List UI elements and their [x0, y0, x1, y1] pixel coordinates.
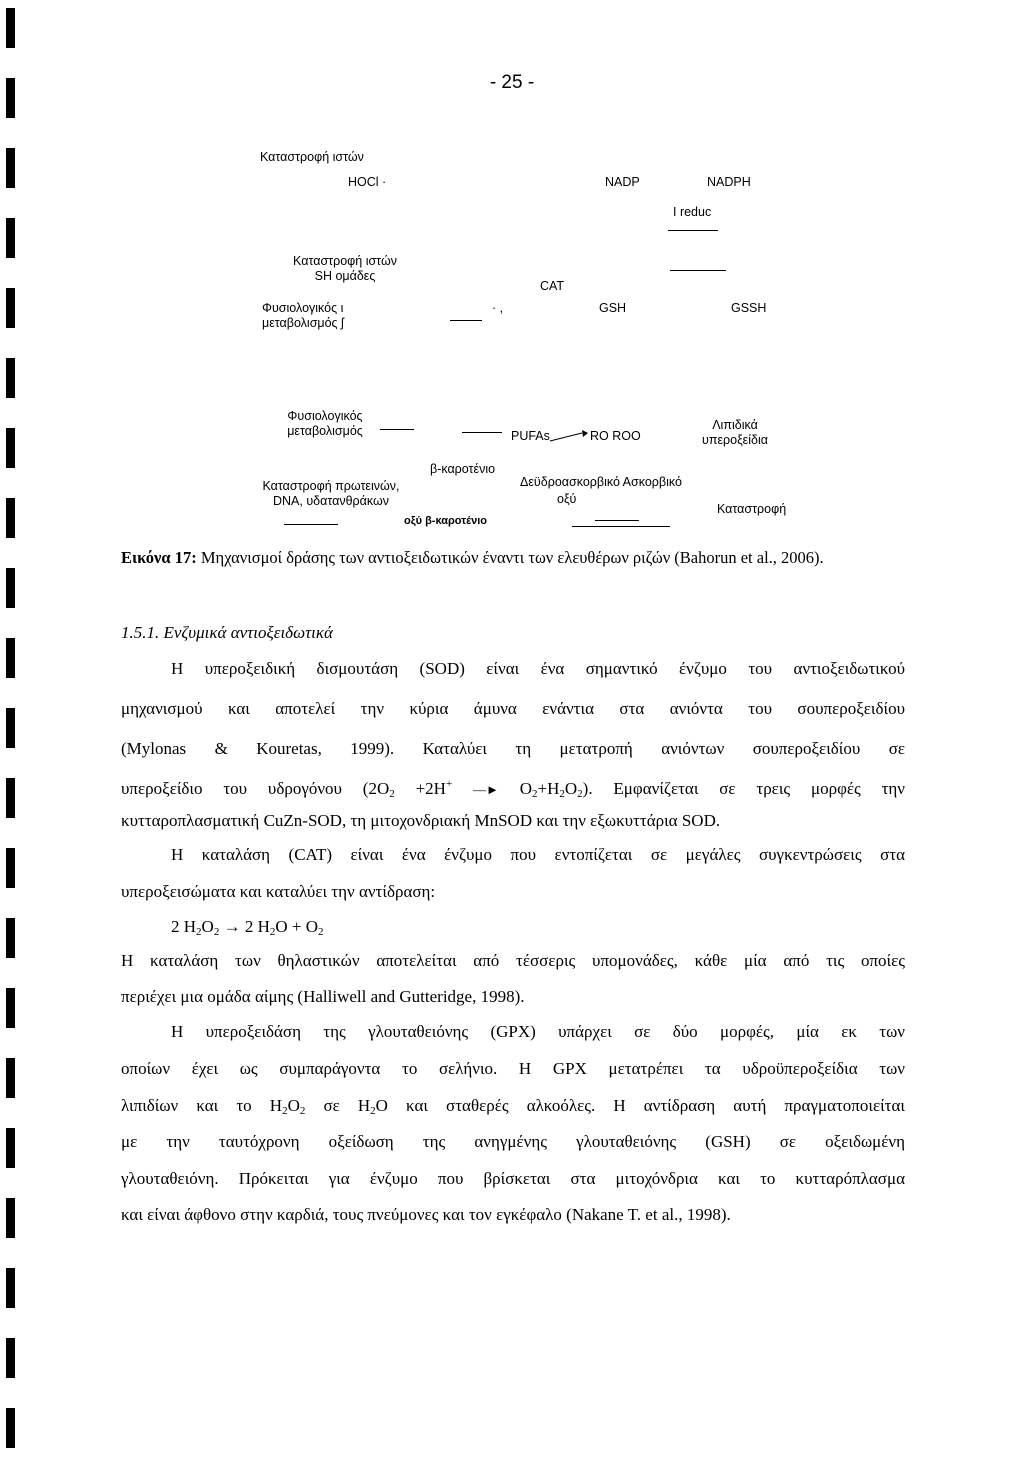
label-acid: οξύ: [557, 492, 577, 506]
label-nadph: NADPH: [707, 175, 751, 189]
diagram-line: [462, 432, 502, 433]
text: σε H: [305, 1096, 371, 1115]
label-physio-metab-1a: Φυσιολογικός ι: [262, 301, 344, 315]
caption-label: Εικόνα 17:: [121, 548, 197, 567]
scan-mark: [6, 638, 15, 678]
paragraph-line: Η υπεροξειδική δισμουτάση (SOD) είναι ένα σημαντικό ένζυμο του αντιοξειδωτικού: [171, 659, 905, 678]
text: O: [287, 1096, 300, 1115]
paragraph-line: (Mylonas & Kouretas, 1999). Καταλύει τη μετατροπή ανιόντων σουπεροξειδίου σε: [121, 739, 905, 758]
paragraph-line: μηχανισμού και αποτελεί την κύρια άμυνα ενάντια στα ανιόντα του σουπεροξειδίου: [121, 699, 905, 718]
text: O: [201, 917, 214, 936]
label-sh-groups: SH ομάδες: [314, 269, 376, 283]
paragraph-line: Η καταλάση (CAT) είναι ένα ένζυμο που εντοπίζεται σε μεγάλες συγκεντρώσεις στα: [171, 845, 905, 864]
label-damage-right: Καταστροφή: [717, 502, 787, 516]
scan-mark: [6, 358, 15, 398]
scan-mark: [6, 1408, 15, 1448]
figure-caption: [121, 546, 901, 569]
subscript: 2: [318, 926, 324, 938]
paragraph-line-formula: [121, 1096, 905, 1116]
paragraph-line: και είναι άφθονο στην καρδιά, τους πνεύμονες και τον εγκέφαλο (Nakane T. et al., 1998).: [121, 1205, 731, 1224]
text: O και σταθερές αλκοόλες. Η αντίδραση αυτή πραγματοποιείται: [375, 1096, 905, 1115]
arrow-icon: —►: [473, 782, 499, 797]
caption-text: Μηχανισμοί δράσης των αντιοξειδωτικών έναντι των ελευθέρων ριζών (Bahorun et al., 2006).: [196, 548, 824, 567]
subscript: 2: [577, 788, 583, 800]
subscript: 2: [370, 1105, 376, 1117]
text: +2H: [394, 779, 446, 798]
diagram-line: [668, 230, 718, 231]
section-title: 1.5.1. Ενζυμικά αντιοξειδωτικά: [121, 623, 333, 642]
scan-mark: [6, 498, 15, 538]
scan-mark: [6, 918, 15, 958]
diagram-line: [595, 520, 639, 521]
label-slash: · ,: [492, 301, 504, 315]
label-nadp: NADP: [605, 175, 640, 189]
text: 2 H: [171, 917, 197, 936]
text: → 2 H: [219, 917, 270, 936]
paragraph-line: γλουταθειόνη. Πρόκειται για ένζυμο που βρίσκεται στα μιτοχόνδρια και το κυτταρόπλασμα: [121, 1169, 905, 1188]
paragraph-line: Η υπεροξειδάση της γλουταθειόνης (GPX) υπάρχει σε δύο μορφές, μία εκ των: [171, 1022, 905, 1041]
text: O: [519, 779, 533, 798]
subscript: 2: [282, 1105, 288, 1117]
label-gsh: GSH: [599, 301, 627, 315]
paragraph-line: με την ταυτόχρονη οξείδωση της ανηγμένης γλουταθειόνης (GSH) σε οξειδωμένη: [121, 1132, 905, 1151]
text: +H: [537, 779, 560, 798]
scan-mark: [6, 778, 15, 818]
paragraph-line: περιέχει μια ομάδα αίμης (Halliwell and Gutteridge, 1998).: [121, 987, 525, 1006]
scan-mark: [6, 1198, 15, 1238]
text: λιπιδίων και το H: [121, 1096, 283, 1115]
scan-mark: [6, 988, 15, 1028]
scan-mark: [6, 708, 15, 748]
label-reduc: I reduc: [673, 205, 712, 219]
scan-mark: [6, 218, 15, 258]
label-tissue-damage-2: Καταστροφή ιστών: [293, 254, 397, 268]
subscript: 2: [299, 1105, 306, 1117]
paragraph-line: υπεροξεισώματα και καταλύει την αντίδραση:: [121, 882, 436, 901]
diagram-line: [572, 526, 670, 527]
label-physio-metab-1b: μεταβολισμός ʃ: [262, 316, 344, 330]
text: ). Εμφανίζεται σε τρεις μορφές την: [582, 779, 905, 798]
scan-mark: [6, 1128, 15, 1168]
paragraph-line: Η καταλάση των θηλαστικών αποτελείται από τέσσερις υπομονάδες, κάθε μία από τις οποίες: [121, 951, 905, 970]
arrow-icon: [548, 429, 588, 443]
paragraph-line-formula: [121, 779, 905, 799]
label-tissue-damage: Καταστροφή ιστών: [260, 150, 364, 164]
label-gssh: GSSH: [731, 301, 767, 315]
label-lipid-a: Λιπιδικά: [712, 418, 758, 432]
subscript: 2: [559, 788, 565, 800]
subscript: 2: [532, 788, 538, 800]
text: O: [564, 779, 578, 798]
page-number: - 25 -: [489, 72, 535, 93]
diagram-line: [284, 524, 338, 525]
equation: [171, 917, 955, 937]
text: O + O: [275, 917, 318, 936]
paragraph-line: οποίων έχει ως συμπαράγοντα το σελήνιο. Η GPX μετατρέπει τα υδροϋπεροξείδια των: [121, 1059, 905, 1078]
label-beta-carotene-bold: οξύ β-καροτένιο: [404, 515, 487, 527]
label-cat: CAT: [540, 279, 565, 293]
label-pufas: PUFAs: [511, 429, 550, 443]
diagram-line: [670, 270, 726, 271]
scan-mark: [6, 848, 15, 888]
scan-mark: [6, 148, 15, 188]
diagram-line: [380, 429, 414, 430]
scan-mark: [6, 1338, 15, 1378]
label-physio-metab-2b: μεταβολισμός: [287, 424, 363, 438]
label-lipid-b: υπεροξείδια: [701, 433, 768, 447]
scan-mark: [6, 428, 15, 468]
label-physio-metab-2a: Φυσιολογικός: [287, 409, 363, 423]
label-ro-roo: RO ROO: [590, 429, 641, 443]
scan-mark: [6, 288, 15, 328]
label-hocl: HOCl ·: [348, 175, 387, 189]
subscript: 2: [196, 926, 202, 938]
scan-mark: [6, 8, 15, 48]
subscript: 2: [389, 788, 395, 800]
label-beta-carotene: β-καροτένιο: [430, 462, 496, 476]
scan-mark: [6, 1268, 15, 1308]
paragraph-line: κυτταροπλασματική CuZn-SOD, τη μιτοχονδριακή MnSOD και την εξωκυττάρια SOD.: [121, 811, 721, 830]
scan-mark: [6, 568, 15, 608]
superscript: +: [445, 778, 453, 790]
scan-mark: [6, 1058, 15, 1098]
diagram-line: [450, 320, 482, 321]
label-protein-damage-b: DNA, υδατανθράκων: [273, 494, 389, 508]
label-dehydroascorbic-text: Δεϋδροασκορβικό Ασκορβικό: [520, 475, 682, 489]
text: υπεροξείδιο του υδρογόνου (2O: [121, 779, 390, 798]
subscript: 2: [269, 926, 276, 938]
label-protein-damage-a: Καταστροφή πρωτεινών,: [262, 479, 400, 493]
subscript: 2: [213, 926, 220, 938]
